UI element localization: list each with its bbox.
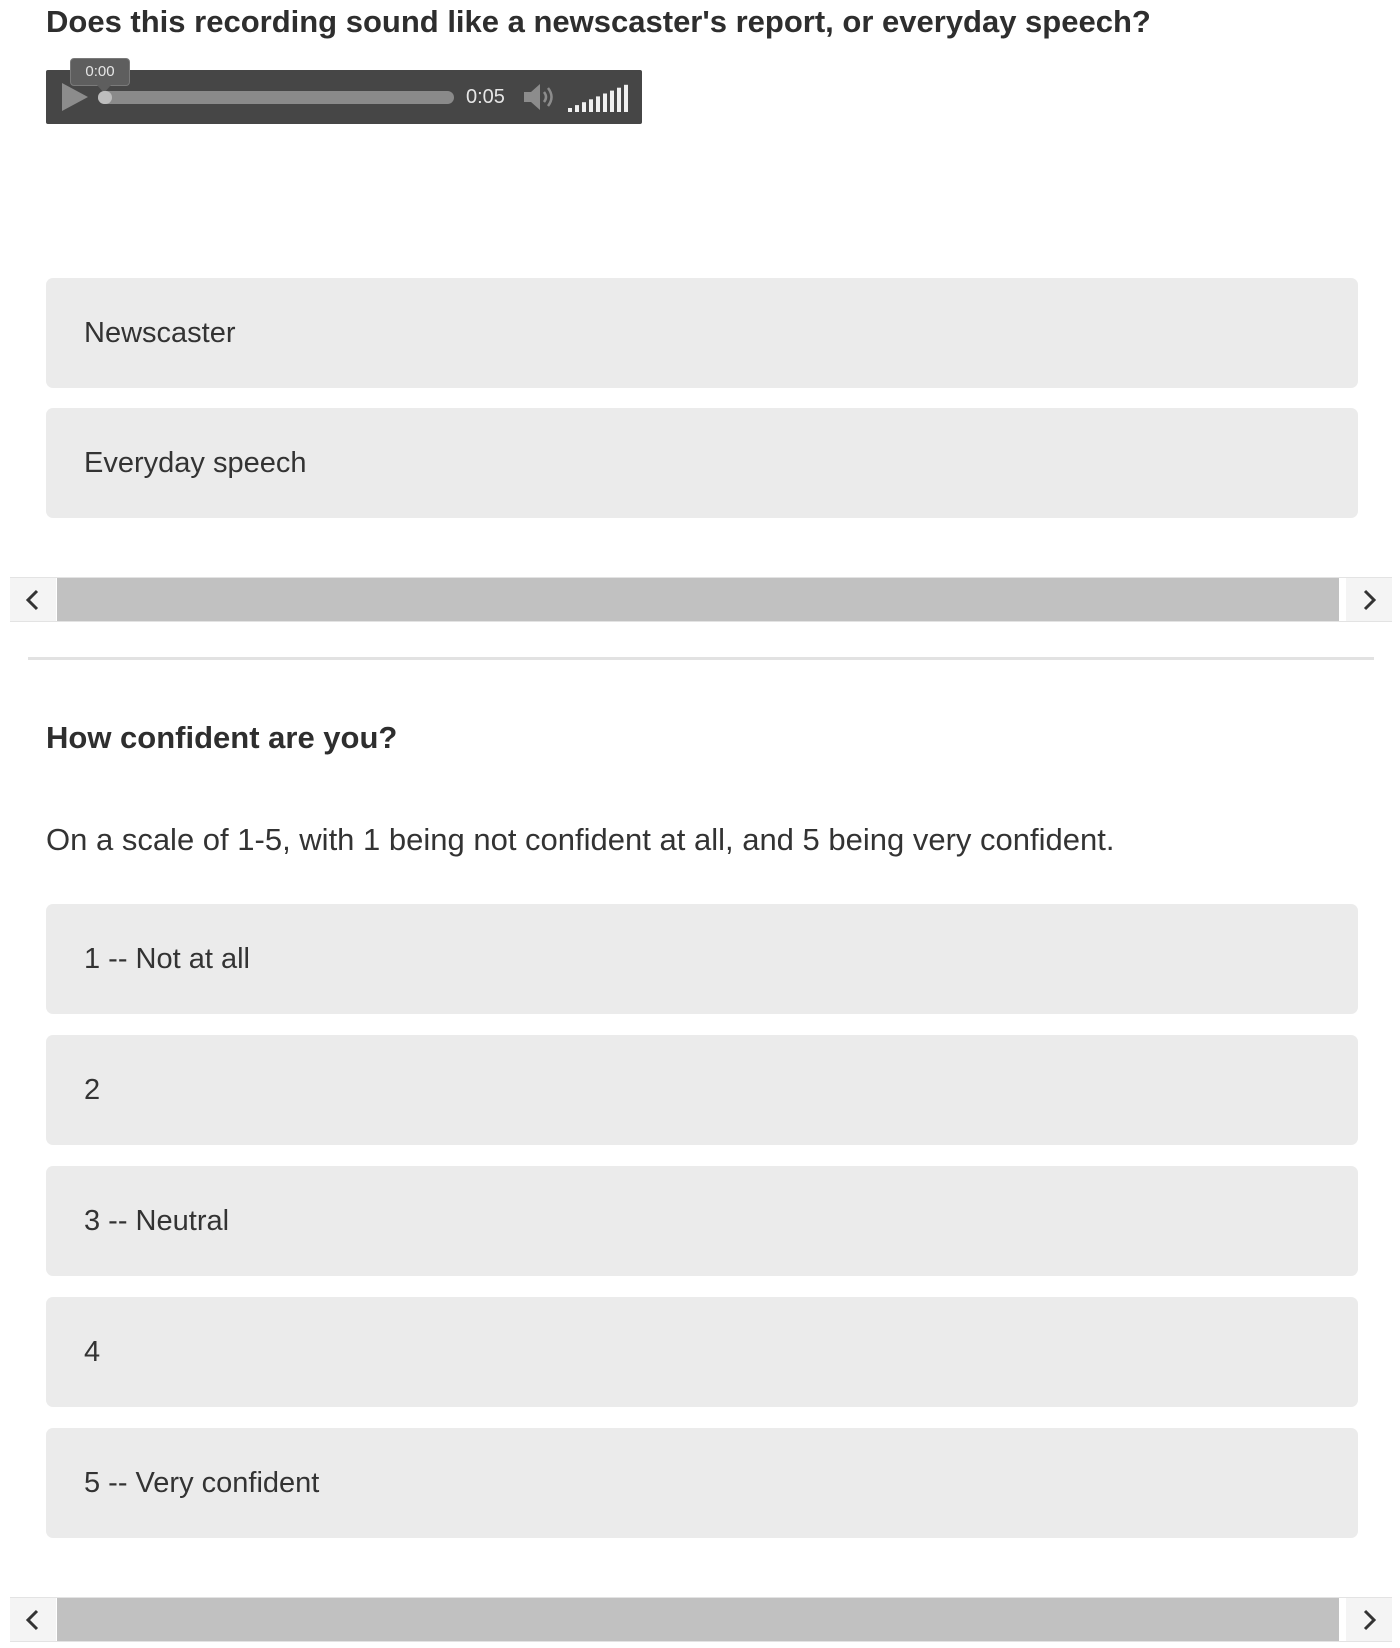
volume-bar — [575, 105, 579, 112]
option-newscaster[interactable]: Newscaster — [46, 278, 1358, 388]
volume-bar — [582, 102, 586, 112]
current-time-tooltip: 0:00 — [70, 58, 130, 86]
audio-player — [46, 63, 642, 124]
option-confidence-4[interactable]: 4 — [46, 1297, 1358, 1407]
question-2-description: On a scale of 1-5, with 1 being not confident at all, and 5 being very confident. — [46, 822, 1115, 857]
section-divider — [28, 657, 1374, 660]
play-icon[interactable] — [56, 79, 92, 115]
option-confidence-3[interactable]: 3 -- Neutral — [46, 1166, 1358, 1276]
volume-bar — [568, 108, 572, 112]
seek-bar[interactable] — [98, 91, 454, 104]
seek-bar-fill — [98, 91, 112, 104]
volume-bar — [589, 99, 593, 112]
chevron-right-icon[interactable] — [1346, 1598, 1392, 1641]
option-confidence-2[interactable]: 2 — [46, 1035, 1358, 1145]
scrollbar-thumb[interactable] — [57, 578, 1339, 621]
duration-label: 0:05 — [466, 86, 505, 108]
volume-bar — [603, 94, 607, 113]
horizontal-scrollbar-2[interactable] — [10, 1597, 1392, 1642]
volume-bar — [617, 88, 621, 112]
speaker-icon[interactable] — [522, 81, 558, 113]
chevron-right-icon[interactable] — [1346, 578, 1392, 621]
volume-bar — [624, 85, 628, 112]
chevron-left-icon[interactable] — [10, 1598, 56, 1641]
option-confidence-5[interactable]: 5 -- Very confident — [46, 1428, 1358, 1538]
option-everyday-speech[interactable]: Everyday speech — [46, 408, 1358, 518]
chevron-left-icon[interactable] — [10, 578, 56, 621]
question-1-title: Does this recording sound like a newscaster's report, or everyday speech? — [46, 4, 1151, 39]
volume-bar — [596, 96, 600, 112]
question-2-title: How confident are you? — [46, 720, 398, 755]
option-confidence-1[interactable]: 1 -- Not at all — [46, 904, 1358, 1014]
horizontal-scrollbar-1[interactable] — [10, 577, 1392, 622]
scrollbar-thumb[interactable] — [57, 1598, 1339, 1641]
volume-slider[interactable] — [568, 82, 632, 112]
volume-bar — [610, 91, 614, 112]
